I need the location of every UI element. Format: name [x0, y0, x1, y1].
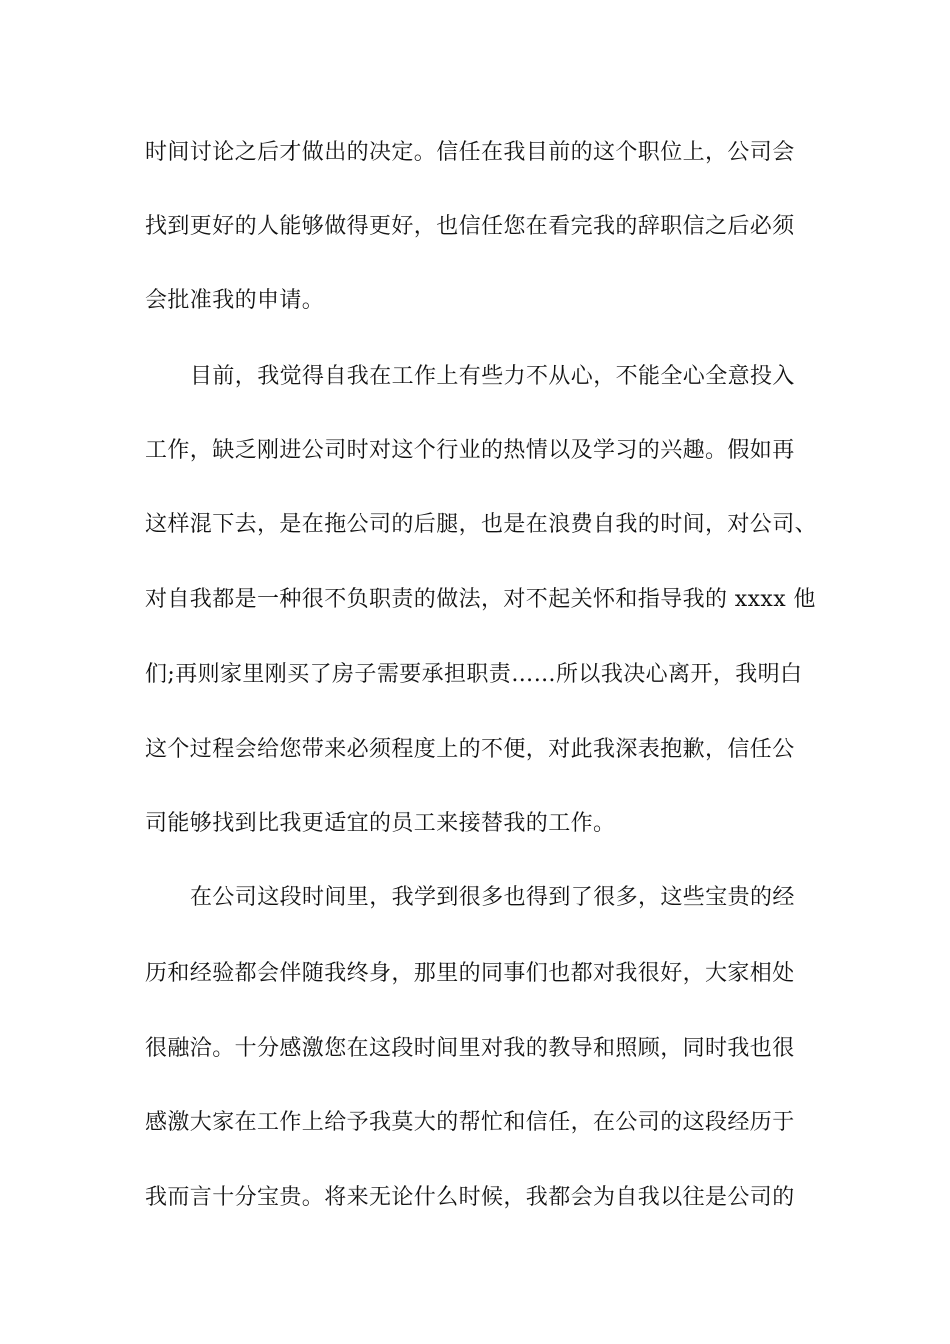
- text-line: 目前，我觉得自我在工作上有些力不从心，不能全心全意投入: [190, 364, 795, 389]
- text-line: 工作，缺乏刚进公司时对这个行业的热情以及学习的兴趣。假如再: [145, 438, 795, 463]
- text-line: 我而言十分宝贵。将来无论什么时候，我都会为自我以往是公司的: [145, 1185, 795, 1210]
- text-line: 这样混下去，是在拖公司的后腿，也是在浪费自我的时间，对公司、: [145, 512, 818, 537]
- text-line: 们;再则家里刚买了房子需要承担职责……所以我决心离开，我明白: [145, 662, 803, 687]
- text-line: 这个过程会给您带来必须程度上的不便，对此我深表抱歉，信任公: [145, 737, 795, 762]
- text-line: 时间讨论之后才做出的决定。信任在我目前的这个职位上，公司会: [145, 140, 795, 165]
- text-line: 会批准我的申请。: [145, 288, 325, 313]
- text-line: 司能够找到比我更适宜的员工来接替我的工作。: [145, 811, 616, 836]
- text-line: 历和经验都会伴随我终身，那里的同事们也都对我很好，大家相处: [145, 961, 795, 986]
- text-line: 在公司这段时间里，我学到很多也得到了很多，这些宝贵的经: [190, 885, 795, 910]
- text-line: 对自我都是一种很不负职责的做法，对不起关怀和指导我的 xxxx 他: [145, 587, 816, 612]
- text-line: 找到更好的人能够做得更好，也信任您在看完我的辞职信之后必须: [145, 214, 795, 239]
- text-line: 感激大家在工作上给予我莫大的帮忙和信任，在公司的这段经历于: [145, 1110, 795, 1135]
- text-line: 很融洽。十分感激您在这段时间里对我的教导和照顾，同时我也很: [145, 1036, 795, 1061]
